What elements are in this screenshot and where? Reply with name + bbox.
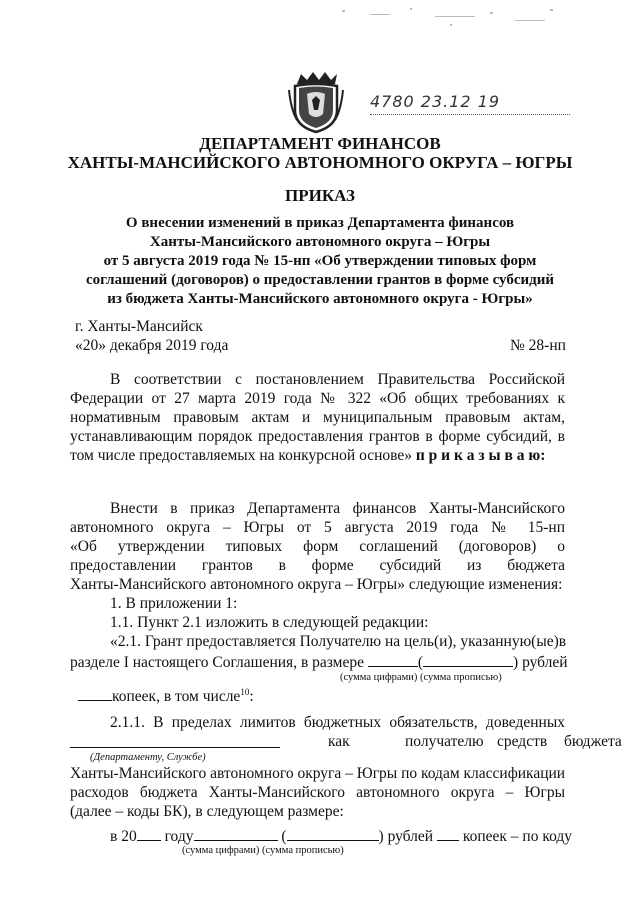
word-recipient: получателю — [405, 733, 484, 750]
blank-field — [287, 826, 379, 841]
preamble-line: устанавливающим порядок предоставления грантов в форме субсидий, в — [70, 428, 565, 445]
colon: : — [249, 688, 254, 705]
year-word: году — [164, 828, 194, 845]
paren-open: ( — [281, 828, 287, 845]
okrug-title: ХАНТЫ-МАНСИЙСКОГО АВТОНОМНОГО ОКРУГА – ЮГРЫ — [67, 153, 573, 172]
body-line: Внести в приказ Департамента финансов Ханты-Мансийского — [110, 500, 565, 517]
subject-line: соглашений (договоров) о предоставлении грантов в форме субсидий — [85, 272, 555, 288]
body-line: Ханты-Мансийского автономного округа – Югры» следующие изменения: — [70, 576, 563, 593]
preamble-line: В соответствии с постановлением Правительства Российской — [110, 371, 565, 388]
blank-field — [194, 826, 278, 841]
preamble-line: том числе предоставляемых на конкурсной основе» — [70, 447, 412, 464]
year-prefix: в 20 — [110, 828, 137, 845]
blank-field — [137, 826, 161, 841]
caption-sum: (сумма цифрами) (сумма прописью) — [182, 845, 344, 856]
limits-line: 2.1.1. В пределах лимитов бюджетных обязательств, доведенных — [110, 714, 565, 731]
year-line — [110, 826, 572, 846]
preamble-last-line — [70, 447, 545, 465]
subject-line: из бюджета Ханты-Мансийского автономного округа - Югры» — [107, 291, 533, 307]
body-line: 1. В приложении 1: — [110, 595, 238, 612]
coat-of-arms-emblem — [287, 70, 345, 134]
body-line: автономного округа – Югры от 5 августа 2019 года № 15-нп — [70, 519, 565, 536]
subject-line: от 5 августа 2019 года № 15-нп «Об утверждении типовых форм — [103, 253, 537, 269]
word-budget: бюджета — [564, 733, 622, 750]
word-funds: средств — [497, 733, 548, 750]
blank-field — [78, 686, 112, 701]
body-line: «2.1. Грант предоставляется Получателю на цель(и), указанную(ые)в — [110, 633, 567, 650]
year-kopeck: копеек – по коду — [462, 828, 573, 845]
date: «20» декабря 2019 года — [75, 337, 229, 354]
word-kak: как — [328, 733, 350, 750]
caption-amount: (сумма цифрами) (сумма прописью) — [340, 672, 502, 683]
order-number: № 28-нп — [510, 337, 566, 354]
body-line: «Об утверждении типовых форм соглашений (договоров) о — [70, 538, 565, 555]
order-word: п р и к а з ы в а ю: — [415, 447, 546, 464]
blank-field — [423, 652, 513, 667]
year-rubles: ) рублей — [378, 828, 434, 845]
document-type: ПРИКАЗ — [285, 186, 355, 205]
stamp-underline — [370, 114, 570, 115]
tail-line: (далее – коды БК), в следующем размере: — [70, 803, 344, 820]
place: г. Ханты-Мансийск — [75, 318, 203, 335]
body-line: предоставлении грантов в форме субсидий из бюджета — [70, 557, 565, 574]
caption-department: (Департаменту, Службе) — [90, 752, 206, 763]
kopeck-text: копеек, в том числе — [112, 688, 241, 705]
preamble-line: нормативным правовым актам и муниципальным правовым актам, — [70, 409, 565, 426]
grant-suffix: ) рублей — [513, 654, 568, 671]
scan-artifact — [340, 4, 570, 30]
blank-field — [437, 826, 459, 841]
body-line: 1.1. Пункт 2.1 изложить в следующей редакции: — [110, 614, 429, 631]
kopeck-line — [78, 686, 254, 706]
tail-line: расходов бюджета Ханты-Мансийского автономного округа – Югры — [70, 784, 565, 801]
grant-amount-line — [70, 652, 568, 672]
grant-prefix: разделе I настоящего Соглашения, в размере — [70, 654, 364, 671]
tail-line: Ханты-Мансийского автономного округа – Югры по кодам классификации — [70, 765, 566, 782]
paren-open: ( — [417, 654, 424, 671]
subject-line: О внесении изменений в приказ Департамента финансов — [125, 215, 515, 231]
registration-stamp — [370, 92, 570, 122]
department-title: ДЕПАРТАМЕНТ ФИНАНСОВ — [199, 134, 441, 153]
recipient-line — [70, 733, 622, 753]
blank-field — [70, 733, 280, 748]
blank-field — [368, 652, 418, 667]
preamble-line: Федерации от 27 марта 2019 года № 322 «Об общих требованиях к — [70, 390, 565, 407]
subject-line: Ханты-Мансийского автономного округа – Югры — [149, 234, 491, 250]
registration-number: 4780 23.12 19 — [370, 92, 501, 111]
footnote-ref: 10 — [240, 686, 250, 697]
